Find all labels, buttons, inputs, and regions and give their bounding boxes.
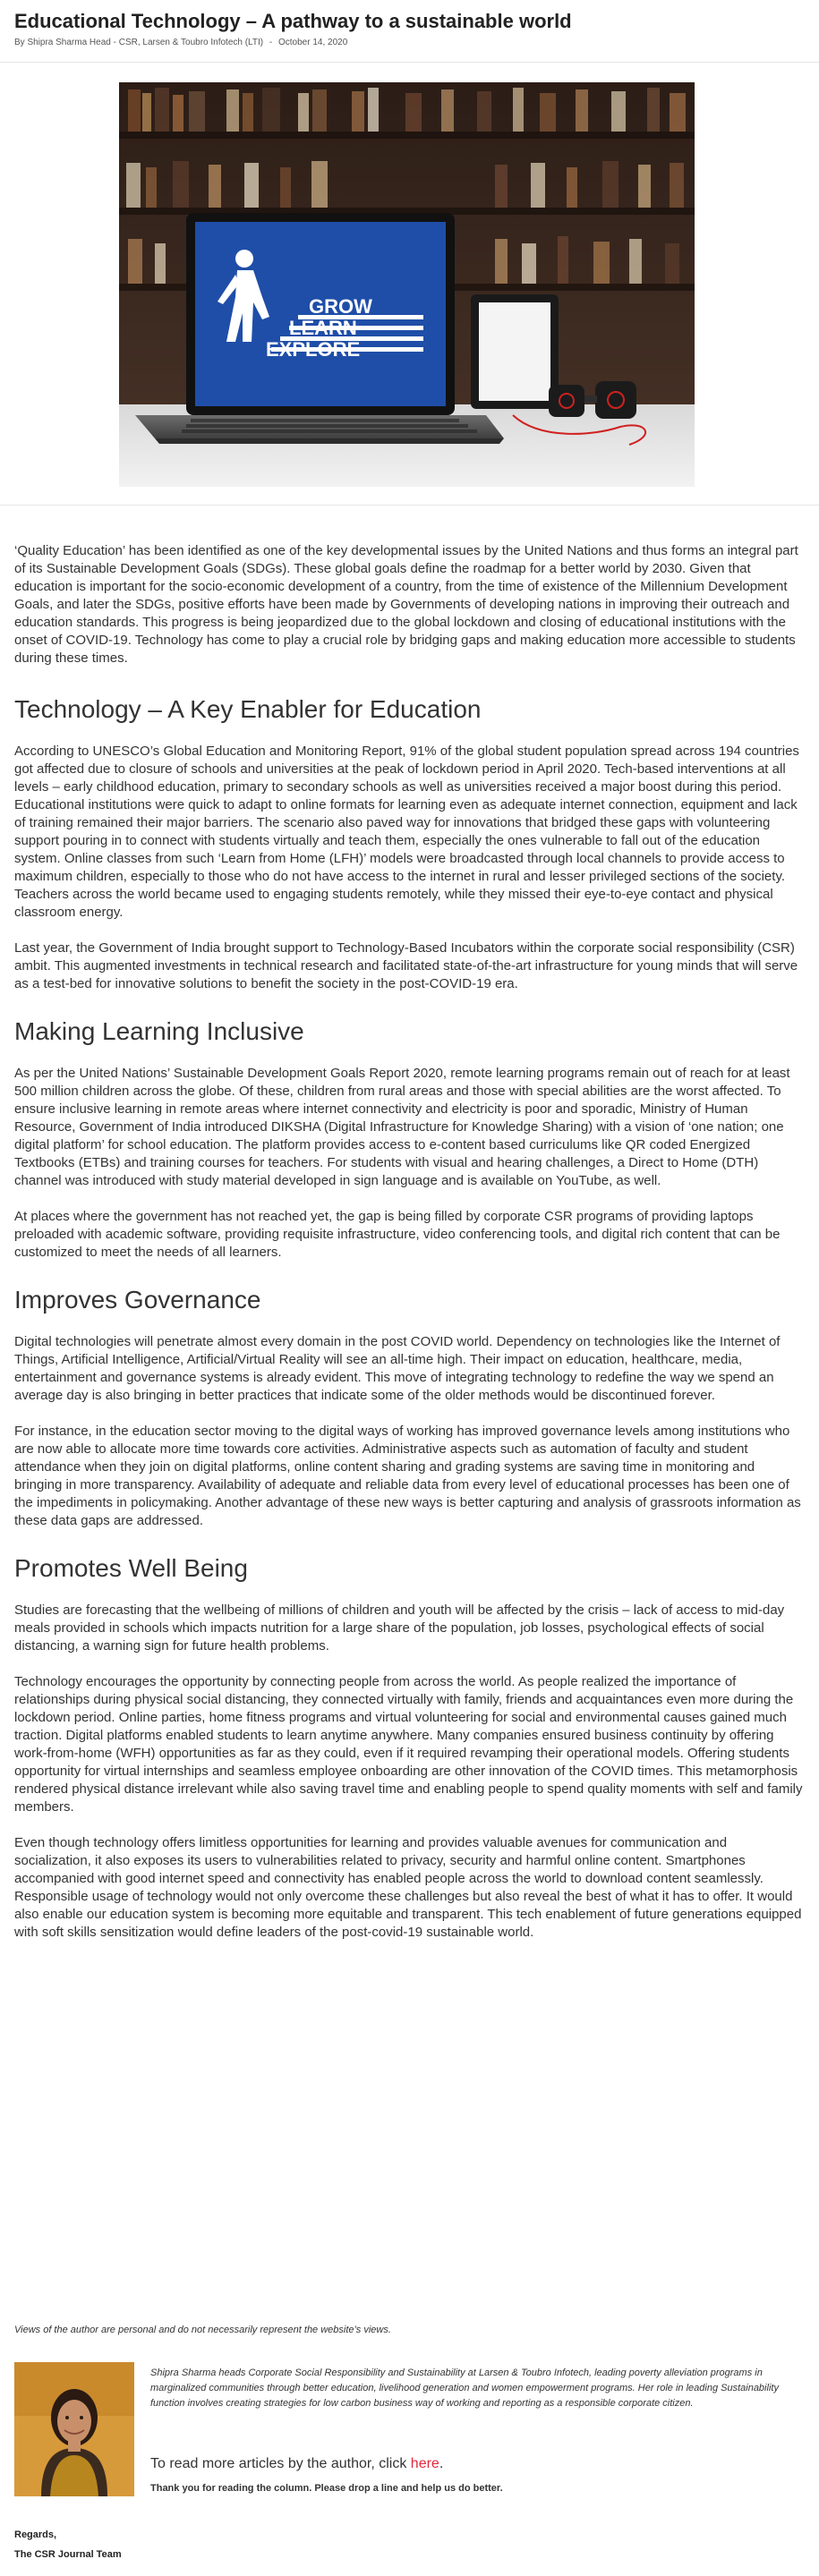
hero-section <box>0 63 819 506</box>
section-paragraph: Studies are forecasting that the wellbeing of millions of children and youth will be affected by the crisis – lack of access to mid-day meals provided in schools which impacts nutrition for a large share of the population, job losses, psychological effects of social distancing, a warning sign for future health problems. <box>14 1603 785 1654</box>
byline-separator: - <box>269 38 273 47</box>
section-heading: Improves Governance <box>14 1286 261 1314</box>
more-articles <box>150 2456 443 2472</box>
regards-text: Regards, <box>14 2529 57 2540</box>
section-heading: Making Learning Inclusive <box>14 1017 304 1045</box>
section-paragraph: For instance, in the education sector moving to the digital ways of working has improved governance levels among institutions who are now able to allocate more time towards core activities. Administrative aspects such as automation of faculty and student attendance when they join on digital platforms, online content sharing and grading systems are saving time in monitoring and bringing in more transparency. Availability of adequate and reliable data from every level of educational processes has been one of the impediments in policymaking. Another advantage of these new ways is better capturing and analysis of grassroots information as these data gaps are addressed. <box>14 1424 801 1528</box>
section-paragraph: Even though technology offers limitless opportunities for learning and provides valuable avenues for communication and socialization, it also exposes its users to vulnerabilities related to privacy, security and harmful online content. Smartphones accompanied with good internet speed and connectivity has enabled people across the world to download content seamlessly. Responsible usage of technology would not only overcome these challenges but also reveal the best of what it has to offer. It would also enable our education system is becoming more equitable and transparent. This tech enablement of future generations equipped with soft skills sensitization would define leaders of the post-covid-19 sustainable world. <box>14 1835 802 1940</box>
section-heading: Technology – A Key Enabler for Education <box>14 695 482 723</box>
author-photo <box>14 2362 134 2496</box>
more-articles-end: . <box>439 2456 444 2471</box>
author-bio: Shipra Sharma heads Corporate Social Responsibility and Sustainability at Larsen & Toubro Infotech, leading poverty alleviation programs in marginalized communities through better education, livelihood generation and women empowerment programs. Her role in leading Sustainability function involves creating strategies for low carbon business way of working and reporting as a responsible corporate citizen. <box>150 2368 779 2409</box>
screen-word-explore: EXPLORE <box>266 338 361 361</box>
more-articles-link[interactable]: here <box>410 2456 439 2471</box>
screen-word-grow: GROW <box>309 295 372 318</box>
section-paragraph: Last year, the Government of India brought support to Technology-Based Incubators within the corporate social responsibility (CSR) ambit. This augmented investments in technical research and facilitated state-of-the-art infrastructure for young minds that will serve as a test-bed for innovative solutions to benefit the society in the post-COVID-19 era. <box>14 940 798 991</box>
section-paragraph: Technology encourages the opportunity by connecting people from across the world. As people realized the importance of relationships during physical social distancing, they connected virtually with family, friends and acquaintances even more during the lockdown period. Online parties, home fitness programs and virtual volunteering for social and environmental causes gained much traction. Digital platforms enabled students to learn anytime anywhere. Many companies ensured business continuity by offering work-from-home (WFH) opportunities as far as they could, even if it required revamping their operational models. Offering students opportunity for virtual internships and seamless employee onboarding are other innovation of the COVID times. This metamorphosis rendered physical distance irrelevant while also saving travel time and enabling people to spend quality moments with self and family members. <box>14 1674 803 1815</box>
section-paragraph: Digital technologies will penetrate almost every domain in the post COVID world. Dependency on technologies like the Internet of Things, Artificial Intelligence, Artificial/Virtual Reality will see an all-time high. Their impact on education, healthcare, media, entertainment and governance systems is already evident. This move of integrating technology to redefine the way we spend an average day is also bringing in better practices that indicate some of the older methods would be discontinued forever. <box>14 1334 781 1403</box>
section-paragraph: According to UNESCO’s Global Education and Monitoring Report, 91% of the global student population spread across 194 countries got affected due to closure of schools and universities at the peak of lockdown period in April 2020. Tech-based interventions at all levels – early childhood education, primary to secondary schools as well as universities received a major boost during this period. Educational institutions were quick to adapt to online formats for learning even as adequate internet connection, equipment and lack of training remained their major barriers. The scenario also paved way for innovations that bridged these gaps with volunteering support pouring in to connect with students virtually and teach them, especially the ones vulnerable to fall out of the education system. Online classes from such ‘Learn from Home (LFH)’ models were broadcasted through local channels to provide access to maximum children, especially to those who do not have access to the internet in rural and lesser privileged sections of the society. Teachers across the world became used to engaging students remotely, while they missed their eye-to-eye contact and physical classroom energy. <box>14 744 799 920</box>
disclaimer: Views of the author are personal and do not necessarily represent the website’s views. <box>14 2325 391 2335</box>
hero-illustration <box>119 82 695 487</box>
screen-word-learn: LEARN <box>289 317 357 339</box>
author-box <box>14 2362 806 2496</box>
article-title: Educational Technology – A pathway to a sustainable world <box>14 10 572 32</box>
section-heading: Promotes Well Being <box>14 1554 248 1582</box>
section-paragraph: As per the United Nations’ Sustainable Development Goals Report 2020, remote learning programs remain out of reach for at least 500 million children across the globe. Of these, children from rural areas and those with special abilities are the worst affected. To ensure inclusive learning in remote areas where internet connectivity and electricity is poor and sporadic, Ministry of Human Resource, Government of India introduced DIKSHA (Digital Infrastructure for Knowledge Sharing) with a vision of ‘one nation; one digital platform’ for school education. The platform provides access to e-content based curriculums like QR coded Energized Textbooks (ETBs) and training courses for teachers. For students with visual and hearing challenges, a Direct to Home (DTH) channel was introduced with study material developed in sign language and is available on YouTube, as well. <box>14 1066 790 1188</box>
byline-author[interactable]: By Shipra Sharma Head - CSR, Larsen & Toubro Infotech (LTI) <box>14 38 264 47</box>
hero-image <box>119 82 695 487</box>
thanks-note: Thank you for reading the column. Please drop a line and help us do better. <box>150 2483 503 2494</box>
signoff <box>14 2525 122 2564</box>
byline <box>14 38 805 47</box>
article-header <box>0 0 819 63</box>
intro-paragraph: ‘Quality Education’ has been identified as one of the key developmental issues by the United Nations and thus forms an integral part of its Sustainable Development Goals (SDGs). These global goals define the roadmap for a better world by 2030. Given that education is important for the socio-economic development of a country, from the time of existence of the Millennium Development Goals, and later the SDGs, positive efforts have been made by Governments of developing nations in improving their outreach and education standards. This progress is being jeopardized due to the global lockdown and closing of educational institutions with the onset of COVID-19. Technology has come to play a crucial role by bridging gaps and making education more accessible to students during these times. <box>14 543 798 666</box>
article-body <box>14 542 806 1942</box>
section-paragraph: At places where the government has not reached yet, the gap is being filled by corporate CSR programs of providing laptops preloaded with academic software, providing requisite infrastructure, video conferencing tools, and digital rich content that can be customized to meet the needs of all learners. <box>14 1209 781 1260</box>
article-date: October 14, 2020 <box>278 38 348 47</box>
author-portrait <box>14 2362 134 2496</box>
more-articles-text: To read more articles by the author, click <box>150 2456 411 2471</box>
team-name: The CSR Journal Team <box>14 2549 122 2560</box>
